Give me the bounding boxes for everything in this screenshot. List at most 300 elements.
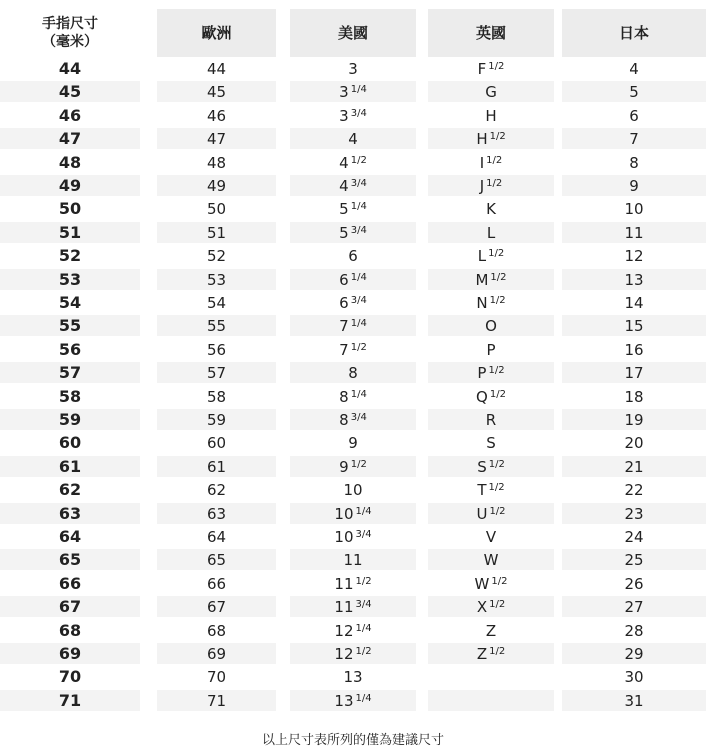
cell-us [290,620,416,641]
cell-europe-value: 58 [206,387,227,406]
cell-uk-fraction: 1/2 [491,576,508,587]
cell-uk-value: S [477,457,487,476]
cell-uk-value: I [479,153,485,172]
cell-japan-value: 12 [624,246,644,265]
cell-finger-size [0,175,140,196]
cell-us [290,409,416,430]
cell-us-fraction: 1/4 [350,318,367,329]
cell-finger-size-value: 63 [58,504,82,523]
cell-japan [562,432,706,453]
cell-uk [428,245,554,266]
cell-us [290,175,416,196]
cell-europe [157,362,276,383]
cell-us-value: 7 [339,340,349,359]
cell-us [290,362,416,383]
cell-us-value: 7 [339,316,349,335]
cell-finger-size [0,81,140,102]
cell-uk [428,643,554,664]
cell-us [290,386,416,407]
cell-uk-value: K [486,199,496,218]
cell-us [290,269,416,290]
cell-us-fraction: 1/4 [355,506,372,517]
cell-japan [562,643,706,664]
cell-us [290,292,416,313]
cell-uk [428,81,554,102]
cell-japan-value: 5 [629,82,639,101]
cell-uk-value: Z [476,644,488,663]
cell-japan [562,58,706,79]
cell-us-fraction: 3/4 [350,412,367,423]
cell-japan [562,198,706,219]
cell-europe-value: 57 [206,363,227,382]
cell-japan [562,549,706,570]
cell-japan-value: 9 [629,176,639,195]
cell-us-fraction: 1/4 [350,272,367,283]
cell-uk-value: X [476,597,488,616]
cell-us-value: 8 [348,363,358,382]
cell-us [290,643,416,664]
cell-us-value: 4 [339,176,349,195]
cell-uk [428,573,554,594]
cell-japan-value: 4 [629,59,639,78]
cell-uk [428,315,554,336]
cell-us-value: 6 [339,270,349,289]
cell-finger-size [0,58,140,79]
cell-uk-value: R [485,410,497,429]
cell-uk-fraction: 1/2 [488,459,505,470]
cell-uk [428,456,554,477]
cell-japan-value: 22 [624,480,644,499]
cell-japan [562,315,706,336]
cell-japan [562,479,706,500]
cell-finger-size [0,128,140,149]
cell-europe-value: 62 [206,480,227,499]
cell-finger-size-value: 69 [58,644,82,663]
cell-uk-fraction: 1/2 [489,506,506,517]
cell-us [290,198,416,219]
cell-uk-value: G [485,82,497,101]
cell-uk-value: H [476,129,488,148]
cell-uk [428,386,554,407]
cell-us-value: 12 [334,644,354,663]
cell-europe-value: 52 [206,246,227,265]
cell-uk-fraction: 1/2 [489,131,506,142]
cell-uk [428,222,554,243]
cell-europe-value: 50 [206,199,227,218]
cell-japan [562,339,706,360]
cell-japan-value: 30 [624,667,644,686]
cell-finger-size-value: 58 [58,387,82,406]
cell-europe-value: 56 [206,340,227,359]
cell-uk-fraction: 1/2 [488,61,505,72]
cell-uk [428,269,554,290]
cell-us-fraction: 1/2 [355,576,372,587]
cell-uk [428,362,554,383]
cell-japan [562,409,706,430]
cell-europe [157,386,276,407]
cell-japan-value: 28 [624,621,644,640]
cell-finger-size-value: 65 [58,550,82,569]
cell-uk-value: Q [476,387,488,406]
cell-finger-size-value: 53 [58,270,82,289]
cell-uk-value: F [477,59,487,78]
cell-us-fraction: 1/4 [350,389,367,400]
cell-japan [562,666,706,687]
cell-us-fraction: 1/2 [350,342,367,353]
cell-us-fraction: 1/4 [350,84,367,95]
cell-finger-size-value: 71 [58,691,82,710]
cell-uk-value: M [475,270,489,289]
cell-us-value: 4 [348,129,358,148]
cell-japan-value: 25 [624,550,644,569]
cell-europe [157,432,276,453]
cell-japan-value: 20 [624,433,644,452]
cell-europe [157,643,276,664]
cell-japan [562,362,706,383]
cell-us-value: 5 [339,199,349,218]
cell-finger-size-value: 62 [58,480,82,499]
cell-uk-fraction: 1/2 [489,389,506,400]
cell-japan [562,175,706,196]
cell-uk [428,339,554,360]
cell-uk [428,152,554,173]
cell-europe-value: 61 [206,457,227,476]
cell-uk-value: U [476,504,488,523]
cell-finger-size-value: 54 [58,293,82,312]
cell-finger-size [0,315,140,336]
cell-us [290,456,416,477]
cell-us-value: 9 [339,457,349,476]
cell-japan [562,503,706,524]
cell-europe-value: 67 [206,597,227,616]
cell-finger-size [0,503,140,524]
cell-europe-value: 55 [206,316,227,335]
header-japan: 日本 [562,9,706,57]
cell-europe [157,245,276,266]
cell-uk-value: Z [485,621,497,640]
cell-europe-value: 48 [206,153,227,172]
cell-finger-size-value: 45 [58,82,82,101]
cell-finger-size-value: 67 [58,597,82,616]
cell-us [290,81,416,102]
cell-us-fraction: 3/4 [355,599,372,610]
cell-finger-size [0,222,140,243]
cell-europe-value: 54 [206,293,227,312]
cell-uk [428,58,554,79]
cell-europe [157,503,276,524]
cell-uk [428,596,554,617]
cell-finger-size-value: 64 [58,527,82,546]
cell-europe [157,58,276,79]
cell-japan [562,620,706,641]
cell-europe [157,105,276,126]
cell-uk [428,620,554,641]
cell-europe [157,620,276,641]
cell-finger-size [0,643,140,664]
cell-uk-value: P [486,340,496,359]
footnote: 以上尺寸表所列的僅為建議尺寸 [261,733,444,748]
cell-uk-value: O [485,316,497,335]
cell-finger-size [0,596,140,617]
cell-uk-value: W [474,574,490,593]
cell-uk [428,526,554,547]
cell-europe [157,269,276,290]
cell-us [290,58,416,79]
cell-us [290,573,416,594]
cell-europe [157,526,276,547]
cell-japan-value: 27 [624,597,644,616]
cell-us-value: 8 [339,410,349,429]
cell-japan-value: 31 [624,691,644,710]
cell-uk-value: N [476,293,488,312]
cell-us-fraction: 3/4 [350,225,367,236]
cell-europe-value: 64 [206,527,227,546]
cell-us [290,339,416,360]
cell-finger-size [0,409,140,430]
cell-japan-value: 6 [629,106,639,125]
cell-japan-value: 29 [624,644,644,663]
cell-us-value: 10 [343,480,363,499]
cell-europe [157,690,276,711]
cell-europe [157,666,276,687]
cell-uk-fraction: 1/2 [488,365,505,376]
cell-finger-size-value: 50 [58,199,82,218]
cell-uk-fraction: 1/2 [489,599,506,610]
cell-finger-size-value: 56 [58,340,82,359]
cell-europe-value: 71 [206,691,227,710]
cell-us-value: 10 [334,504,354,523]
cell-us-fraction: 1/2 [355,646,372,657]
cell-japan [562,386,706,407]
cell-us [290,503,416,524]
cell-finger-size [0,105,140,126]
cell-us [290,128,416,149]
cell-japan-value: 15 [624,316,644,335]
cell-europe [157,81,276,102]
cell-japan [562,245,706,266]
cell-japan [562,526,706,547]
cell-japan [562,456,706,477]
cell-uk [428,409,554,430]
cell-europe [157,152,276,173]
cell-europe [157,198,276,219]
cell-finger-size-value: 49 [58,176,82,195]
cell-japan [562,128,706,149]
cell-us-value: 8 [339,387,349,406]
cell-finger-size-value: 51 [58,223,82,242]
cell-europe-value: 53 [206,270,227,289]
cell-us [290,666,416,687]
cell-uk [428,690,554,711]
cell-uk-fraction: 1/2 [488,248,505,259]
cell-finger-size-value: 59 [58,410,82,429]
cell-uk-value: W [483,550,499,569]
cell-europe [157,222,276,243]
cell-us [290,222,416,243]
cell-us-fraction: 3/4 [355,529,372,540]
cell-us-value: 13 [343,667,363,686]
cell-europe-value: 49 [206,176,227,195]
cell-finger-size-value: 48 [58,153,82,172]
cell-japan-value: 14 [624,293,644,312]
cell-europe [157,596,276,617]
cell-europe [157,339,276,360]
cell-japan-value: 21 [624,457,644,476]
cell-uk-fraction: 1/2 [488,482,505,493]
cell-europe [157,175,276,196]
cell-uk [428,432,554,453]
cell-us-value: 4 [339,153,349,172]
cell-us-fraction: 3/4 [350,295,367,306]
cell-japan [562,81,706,102]
cell-finger-size [0,432,140,453]
cell-europe [157,549,276,570]
cell-finger-size [0,526,140,547]
cell-finger-size [0,386,140,407]
cell-uk-value: L [477,246,487,265]
cell-finger-size-value: 66 [58,574,82,593]
cell-us-value: 12 [334,621,354,640]
cell-us-value: 5 [339,223,349,242]
cell-us-value: 11 [334,597,354,616]
cell-japan-value: 19 [624,410,644,429]
cell-japan-value: 8 [629,153,639,172]
cell-europe-value: 51 [206,223,227,242]
cell-finger-size [0,269,140,290]
cell-finger-size [0,573,140,594]
cell-japan [562,105,706,126]
cell-japan-value: 13 [624,270,644,289]
cell-uk-value: J [479,176,485,195]
cell-finger-size [0,292,140,313]
cell-europe [157,456,276,477]
cell-us-value: 11 [343,550,363,569]
cell-uk-value: S [486,433,496,452]
cell-finger-size-value: 57 [58,363,82,382]
cell-us-value: 11 [334,574,354,593]
cell-us-value: 3 [339,106,349,125]
cell-finger-size-value: 61 [58,457,82,476]
cell-europe [157,315,276,336]
cell-japan-value: 16 [624,340,644,359]
cell-uk [428,128,554,149]
cell-japan-value: 23 [624,504,644,523]
cell-finger-size [0,456,140,477]
cell-europe [157,409,276,430]
cell-japan [562,596,706,617]
cell-finger-size-value: 68 [58,621,82,640]
cell-finger-size [0,339,140,360]
cell-uk [428,105,554,126]
cell-us-value: 3 [339,82,349,101]
cell-finger-size [0,152,140,173]
cell-japan-value: 10 [624,199,644,218]
cell-us [290,479,416,500]
cell-finger-size [0,198,140,219]
cell-us-fraction: 3/4 [350,108,367,119]
cell-uk-fraction: 1/2 [489,295,506,306]
cell-finger-size [0,245,140,266]
cell-us [290,526,416,547]
cell-us-value: 9 [348,433,358,452]
cell-europe-value: 65 [206,550,227,569]
cell-uk [428,198,554,219]
cell-europe [157,128,276,149]
cell-japan-value: 18 [624,387,644,406]
cell-europe-value: 68 [206,621,227,640]
cell-finger-size-value: 44 [58,59,82,78]
cell-finger-size [0,620,140,641]
cell-japan-value: 17 [624,363,644,382]
cell-europe-value: 60 [206,433,227,452]
cell-europe-value: 70 [206,667,227,686]
header-us: 美國 [290,9,416,57]
cell-uk [428,292,554,313]
cell-europe [157,573,276,594]
cell-uk [428,175,554,196]
cell-uk-fraction: 1/2 [486,178,503,189]
cell-us [290,432,416,453]
cell-japan-value: 24 [624,527,644,546]
cell-japan-value: 26 [624,574,644,593]
cell-us-value: 3 [348,59,358,78]
cell-us [290,549,416,570]
cell-uk-value: H [485,106,497,125]
cell-us-value: 6 [339,293,349,312]
cell-us [290,596,416,617]
cell-finger-size [0,666,140,687]
cell-us-fraction: 1/4 [355,693,372,704]
cell-finger-size-value: 70 [58,667,82,686]
cell-us [290,105,416,126]
cell-uk-value: V [485,527,497,546]
cell-finger-size [0,690,140,711]
cell-finger-size [0,479,140,500]
cell-finger-size-value: 52 [58,246,82,265]
cell-us [290,690,416,711]
cell-uk-value: P [477,363,487,382]
header-europe: 歐洲 [157,9,276,57]
cell-us-value: 13 [334,691,354,710]
cell-uk-value: L [486,223,496,242]
cell-uk [428,666,554,687]
cell-us [290,152,416,173]
cell-japan [562,269,706,290]
cell-uk-fraction: 1/2 [486,155,503,166]
cell-europe [157,292,276,313]
cell-us [290,245,416,266]
cell-us [290,315,416,336]
cell-europe-value: 44 [206,59,227,78]
cell-europe-value: 66 [206,574,227,593]
cell-finger-size-value: 60 [58,433,82,452]
cell-finger-size [0,549,140,570]
cell-uk [428,503,554,524]
cell-finger-size-value: 46 [58,106,82,125]
cell-japan-value: 11 [624,223,644,242]
cell-europe [157,479,276,500]
cell-us-fraction: 1/2 [350,155,367,166]
cell-uk-value: T [477,480,487,499]
cell-uk-fraction: 1/2 [489,646,506,657]
cell-us-value: 6 [348,246,358,265]
header-uk: 英國 [428,9,554,57]
cell-finger-size [0,362,140,383]
cell-europe-value: 59 [206,410,227,429]
cell-japan-value: 7 [629,129,639,148]
cell-japan [562,152,706,173]
cell-japan [562,690,706,711]
